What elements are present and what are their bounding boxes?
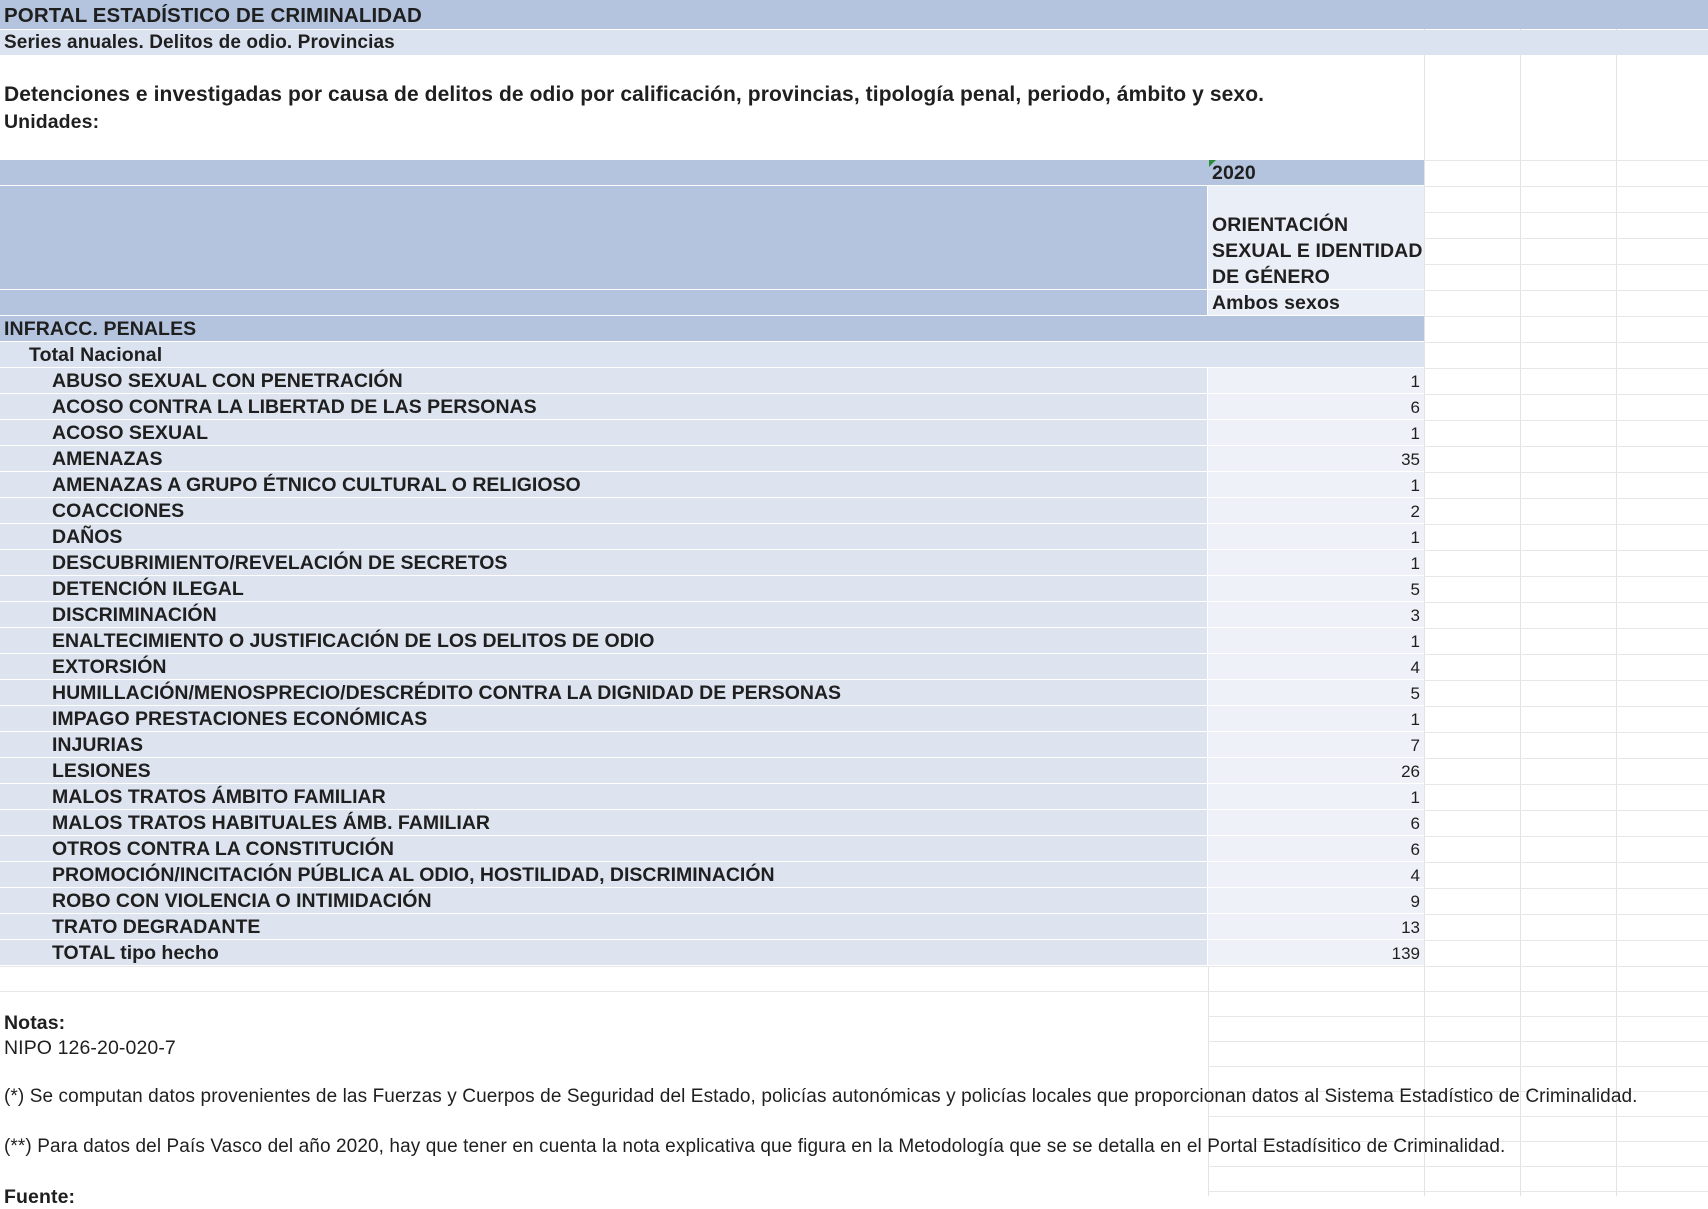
gridline	[1424, 472, 1708, 473]
gridline	[1424, 914, 1708, 915]
row-label: ACOSO CONTRA LA LIBERTAD DE LAS PERSONAS	[52, 396, 537, 418]
table-row	[0, 836, 1424, 862]
gridline	[1208, 1016, 1708, 1017]
gridline	[1424, 654, 1708, 655]
gridline	[1424, 810, 1708, 811]
table-row	[0, 914, 1424, 940]
gridline	[1424, 524, 1708, 525]
row-label: OTROS CONTRA LA CONSTITUCIÓN	[52, 838, 394, 860]
column-category-line3: DE GÉNERO	[1212, 266, 1330, 288]
row-value-cell	[1208, 758, 1424, 784]
table-row	[0, 394, 1424, 420]
row-label: ENALTECIMIENTO O JUSTIFICACIÓN DE LOS DELITOS DE ODIO	[52, 630, 655, 652]
row-value: 6	[1410, 814, 1420, 833]
gridline	[1424, 186, 1708, 187]
table-row	[0, 602, 1424, 628]
table-row	[0, 576, 1424, 602]
row-label: AMENAZAS	[52, 448, 163, 470]
row-value-cell	[1208, 862, 1424, 888]
table-row	[0, 680, 1424, 706]
row-label: PROMOCIÓN/INCITACIÓN PÚBLICA AL ODIO, HOSTILIDAD, DISCRIMINACIÓN	[52, 864, 775, 886]
row-value: 5	[1410, 684, 1420, 703]
row-label-cell	[0, 758, 1207, 784]
table-row	[0, 758, 1424, 784]
row-label: ABUSO SEXUAL CON PENETRACIÓN	[52, 370, 403, 392]
row-label: DAÑOS	[52, 526, 123, 548]
row-value: 35	[1401, 450, 1420, 469]
column-year: 2020	[1212, 162, 1256, 184]
table-row	[0, 810, 1424, 836]
row-value: 4	[1410, 866, 1420, 885]
table-row	[0, 654, 1424, 680]
row-value: 139	[1391, 944, 1420, 963]
row-value: 1	[1410, 632, 1420, 651]
table-row	[0, 784, 1424, 810]
gridline	[1424, 706, 1708, 707]
column-sex: Ambos sexos	[1212, 292, 1340, 314]
gridline	[1424, 368, 1708, 369]
row-label: ROBO CON VIOLENCIA O INTIMIDACIÓN	[52, 890, 432, 912]
gridline	[1424, 576, 1708, 577]
row-value: 1	[1410, 476, 1420, 495]
gridline	[1424, 394, 1708, 395]
row-value-cell	[1208, 810, 1424, 836]
table-row	[0, 862, 1424, 888]
gridline	[1424, 342, 1708, 343]
row-value: 1	[1410, 372, 1420, 391]
row-value-cell	[1208, 420, 1424, 446]
row-label-cell	[0, 446, 1207, 472]
row-value: 13	[1401, 918, 1420, 937]
group-label: Total Nacional	[29, 344, 163, 366]
gridline	[1424, 732, 1708, 733]
row-value-cell	[1208, 524, 1424, 550]
row-value: 26	[1401, 762, 1420, 781]
row-label: HUMILLACIÓN/MENOSPRECIO/DESCRÉDITO CONTRA LA DIGNIDAD DE PERSONAS	[52, 682, 842, 704]
gridline	[0, 991, 1708, 992]
gridline	[1424, 290, 1708, 291]
row-value-cell	[1208, 472, 1424, 498]
row-label: DETENCIÓN ILEGAL	[52, 578, 244, 600]
column-category-line1: ORIENTACIÓN	[1212, 214, 1349, 236]
table-row	[0, 888, 1424, 914]
row-label: LESIONES	[52, 760, 151, 782]
gridline	[1424, 316, 1708, 317]
table-row	[0, 732, 1424, 758]
column-category-line2: SEXUAL E IDENTIDAD	[1212, 240, 1423, 262]
gridline	[1424, 602, 1708, 603]
row-label: TRATO DEGRADANTE	[52, 916, 261, 938]
gridline	[1424, 446, 1708, 447]
row-label: MALOS TRATOS HABITUALES ÁMB. FAMILIAR	[52, 812, 491, 834]
table-row	[0, 472, 1424, 498]
gridline	[1208, 1041, 1708, 1042]
row-value-cell	[1208, 394, 1424, 420]
section-label: INFRACC. PENALES	[4, 318, 197, 340]
notes-title: Notas:	[4, 1012, 66, 1034]
portal-title: PORTAL ESTADÍSTICO DE CRIMINALIDAD	[4, 4, 422, 27]
row-value-cell	[1208, 784, 1424, 810]
gridline	[1424, 550, 1708, 551]
table-row	[0, 628, 1424, 654]
gridline	[1208, 1191, 1708, 1192]
table-row	[0, 706, 1424, 732]
row-value-cell	[1208, 576, 1424, 602]
table-row	[0, 368, 1424, 394]
row-label: DISCRIMINACIÓN	[52, 604, 217, 626]
gridline	[1424, 836, 1708, 837]
table-row	[0, 550, 1424, 576]
gridline	[1424, 238, 1708, 239]
row-label: EXTORSIÓN	[52, 656, 167, 678]
row-label: TOTAL tipo hecho	[52, 942, 219, 964]
gridline	[1424, 862, 1708, 863]
row-value-cell	[1208, 940, 1424, 966]
table-description: Detenciones e investigadas por causa de delitos de odio por calificación, provincias, tipología penal, periodo, ámbito y sexo.	[4, 83, 1265, 106]
row-label: AMENAZAS A GRUPO ÉTNICO CULTURAL O RELIGIOSO	[52, 474, 581, 496]
gridline	[1424, 264, 1708, 265]
gridline	[1424, 784, 1708, 785]
table-row	[0, 940, 1424, 966]
gridline	[1424, 628, 1708, 629]
row-label: ACOSO SEXUAL	[52, 422, 209, 444]
gridline	[1424, 680, 1708, 681]
gridline	[1424, 498, 1708, 499]
source-label: Fuente:	[4, 1186, 76, 1208]
row-value: 5	[1410, 580, 1420, 599]
note-one: (*) Se computan datos provenientes de las Fuerzas y Cuerpos de Seguridad del Estado, policías autonómicas y policías locales que proporcionan datos al Sistema Estadístico de Criminalidad.	[4, 1086, 1638, 1107]
row-value-cell	[1208, 498, 1424, 524]
row-label: COACCIONES	[52, 500, 185, 522]
row-label: INJURIAS	[52, 734, 144, 756]
gridline	[1208, 1166, 1708, 1167]
row-value: 6	[1410, 840, 1420, 859]
row-value-cell	[1208, 654, 1424, 680]
row-value: 3	[1410, 606, 1420, 625]
gridline	[1208, 1116, 1708, 1117]
gridline	[0, 966, 1708, 967]
nipo-code: NIPO 126-20-020-7	[4, 1037, 176, 1059]
row-value-cell	[1208, 550, 1424, 576]
row-value-cell	[1208, 680, 1424, 706]
note-two: (**) Para datos del País Vasco del año 2020, hay que tener en cuenta la nota explicativa que figura en la Metodología que se se detalla en el Portal Estadísitico de Criminalidad.	[4, 1136, 1506, 1157]
row-value-cell	[1208, 602, 1424, 628]
row-value-cell	[1208, 914, 1424, 940]
row-value-cell	[1208, 706, 1424, 732]
row-value-cell	[1208, 628, 1424, 654]
row-value: 6	[1410, 398, 1420, 417]
units-label: Unidades:	[4, 111, 100, 133]
table-row	[0, 524, 1424, 550]
header-row-category	[0, 186, 1207, 289]
row-value-cell	[1208, 836, 1424, 862]
row-label: DESCUBRIMIENTO/REVELACIÓN DE SECRETOS	[52, 552, 508, 574]
row-label: IMPAGO PRESTACIONES ECONÓMICAS	[52, 708, 428, 730]
gridline	[1424, 420, 1708, 421]
header-row-sex	[0, 290, 1207, 315]
table-row	[0, 420, 1424, 446]
row-value-cell	[1208, 732, 1424, 758]
group-row	[0, 342, 1424, 367]
row-value: 1	[1410, 424, 1420, 443]
row-value: 1	[1410, 710, 1420, 729]
row-value: 7	[1410, 736, 1420, 755]
row-value: 4	[1410, 658, 1420, 677]
row-value: 1	[1410, 554, 1420, 573]
gridline	[1424, 758, 1708, 759]
gridline	[1424, 940, 1708, 941]
row-value: 1	[1410, 788, 1420, 807]
row-value: 2	[1410, 502, 1420, 521]
table-row	[0, 498, 1424, 524]
row-label-cell	[0, 732, 1207, 758]
row-value-cell	[1208, 888, 1424, 914]
row-value: 9	[1410, 892, 1420, 911]
row-value-cell	[1208, 368, 1424, 394]
gridline	[1424, 888, 1708, 889]
gridline	[1424, 160, 1708, 161]
row-value-cell	[1208, 446, 1424, 472]
row-value: 1	[1410, 528, 1420, 547]
gridline	[1424, 212, 1708, 213]
row-label-cell	[0, 654, 1207, 680]
gridline	[1208, 1066, 1708, 1067]
row-label-cell	[0, 524, 1207, 550]
gridline	[1208, 960, 1209, 1196]
row-label: MALOS TRATOS ÁMBITO FAMILIAR	[52, 786, 386, 808]
section-row	[0, 316, 1424, 341]
series-subtitle: Series anuales. Delitos de odio. Provincias	[4, 32, 395, 53]
table-row	[0, 446, 1424, 472]
